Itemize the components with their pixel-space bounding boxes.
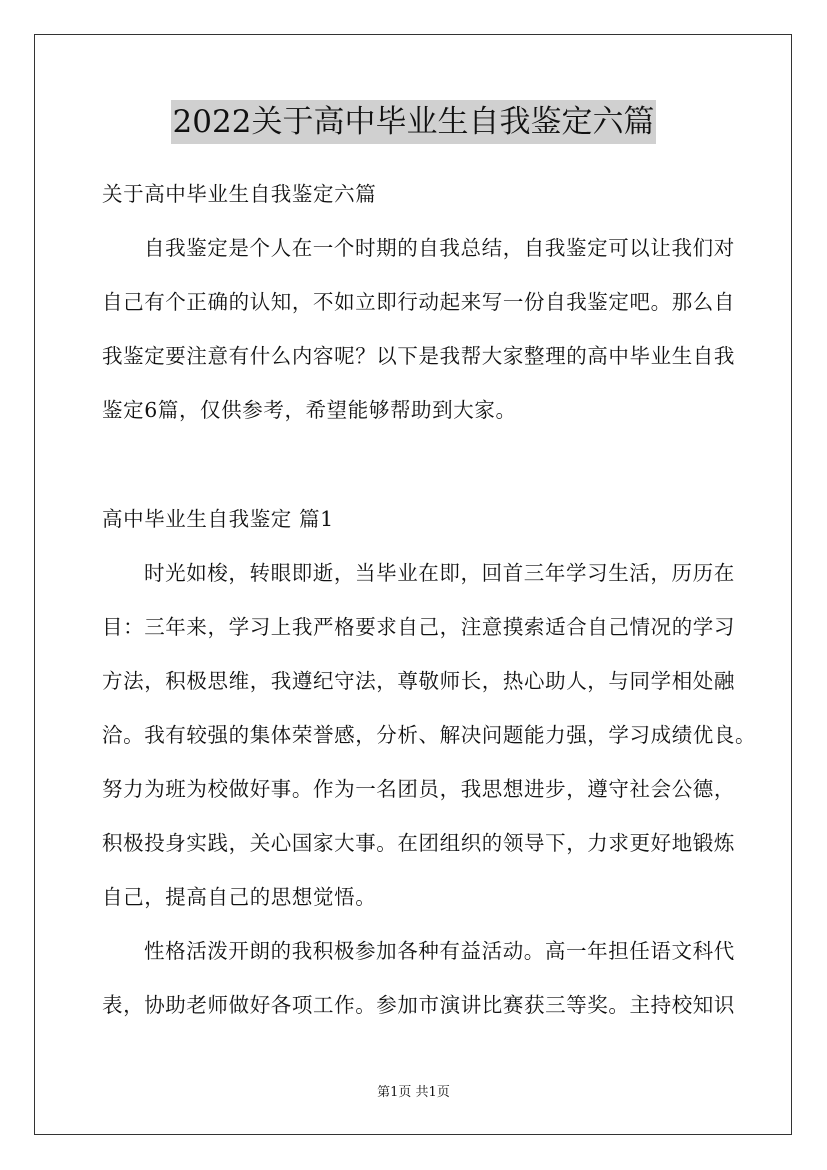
paragraph-line: 方法，积极思维，我遵纪守法，尊敬师长，热心助人，与同学相处融 — [102, 669, 735, 693]
paragraph-line: 表，协助老师做好各项工作。参加市演讲比赛获三等奖。主持校知识 — [102, 993, 735, 1017]
intro-line: 自我鉴定是个人在一个时期的自我总结，自我鉴定可以让我们对 — [144, 236, 735, 260]
document-subtitle: 关于高中毕业生自我鉴定六篇 — [102, 182, 377, 206]
intro-line: 我鉴定要注意有什么内容呢？以下是我帮大家整理的高中毕业生自我 — [102, 344, 735, 368]
paragraph-line: 积极投身实践，关心国家大事。在团组织的领导下，力求更好地锻炼 — [102, 831, 735, 855]
intro-line: 鉴定6篇，仅供参考，希望能够帮助到大家。 — [102, 398, 517, 422]
paragraph-line: 自己，提高自己的思想觉悟。 — [102, 885, 377, 909]
paragraph-line: 努力为班为校做好事。作为一名团员，我思想进步，遵守社会公德， — [102, 777, 735, 801]
title-container — [0, 100, 827, 144]
document-title: 2022关于高中毕业生自我鉴定六篇 — [171, 100, 657, 144]
paragraph-line: 洽。我有较强的集体荣誉感，分析、解决问题能力强，学习成绩优良。 — [102, 723, 757, 747]
paragraph-line: 性格活泼开朗的我积极参加各种有益活动。高一年担任语文科代 — [144, 939, 735, 963]
page-number: 第1页 共1页 — [377, 1085, 450, 1100]
section-heading: 高中毕业生自我鉴定 篇1 — [102, 507, 334, 531]
paragraph-line: 时光如梭，转眼即逝，当毕业在即，回首三年学习生活，历历在 — [144, 561, 735, 585]
intro-line: 自己有个正确的认知，不如立即行动起来写一份自我鉴定吧。那么自 — [102, 290, 735, 314]
paragraph-line: 目：三年来，学习上我严格要求自己，注意摸索适合自己情况的学习 — [102, 615, 735, 639]
